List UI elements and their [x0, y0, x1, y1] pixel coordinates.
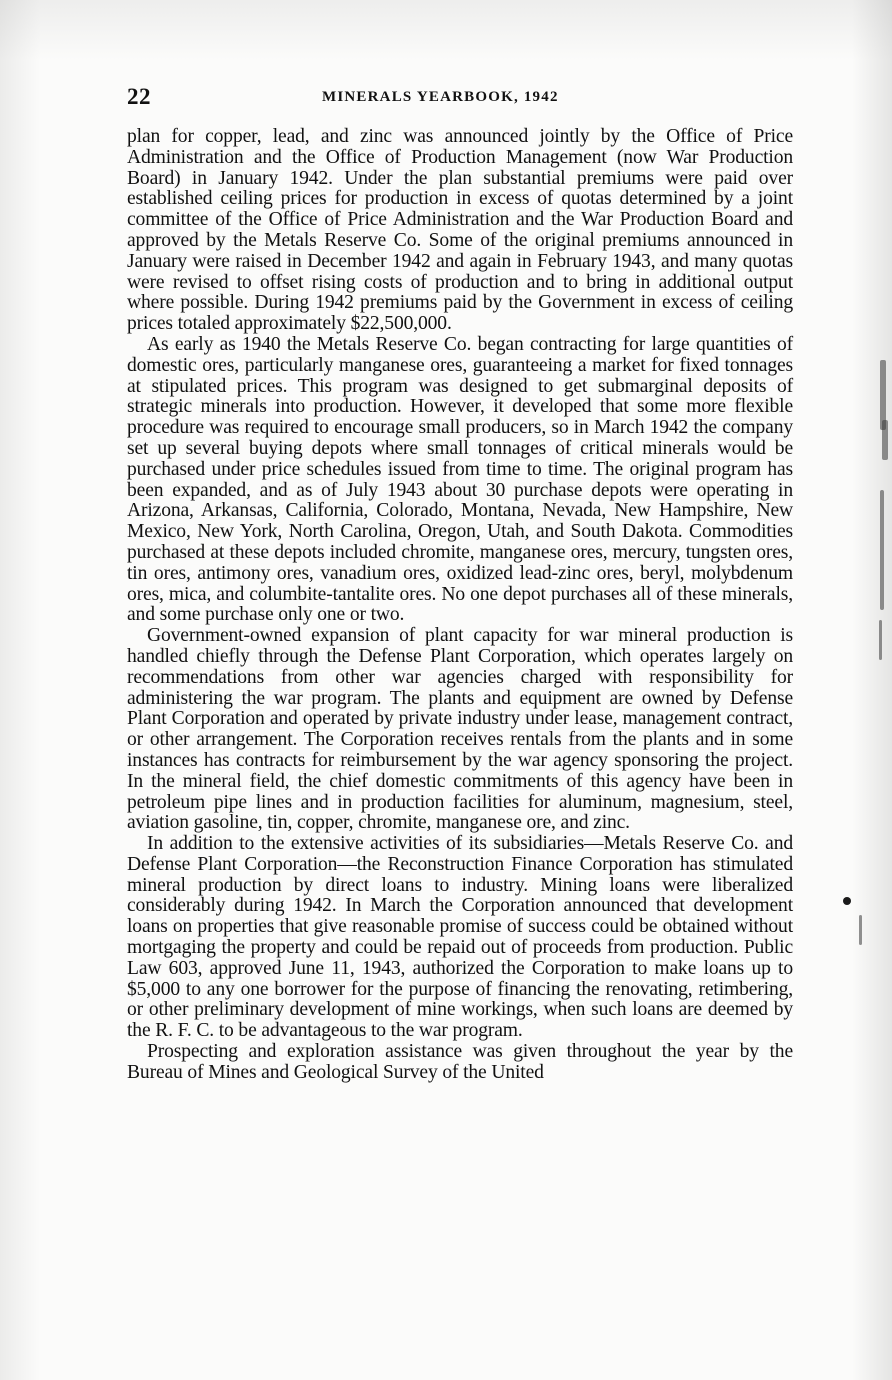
paragraph: plan for copper, lead, and zinc was announced jointly by the Office of Price Administration and the Office of Production Management (now War Production Board) in January 1942. Under the plan substantial premiums were paid over established ceiling prices for production in excess of quotas determined by a joint committee of the Office of Price Administration and the War Production Board and approved by the Metals Reserve Co. Some of the original premiums announced in January were raised in December 1942 and again in February 1943, and many quotas were revised to offset rising costs of production and to bring in additional output where possible. During 1942 premiums paid by the Government in excess of ceiling prices totaled approximately $22,500,000. — [127, 126, 793, 335]
running-title: MINERALS YEARBOOK, 1942 — [322, 89, 559, 105]
binding-mark — [882, 420, 888, 460]
page-header — [127, 84, 793, 112]
paragraph: Prospecting and exploration assistance was given throughout the year by the Bureau of Mines and Geological Survey of the United — [127, 1041, 793, 1083]
binding-mark — [879, 620, 882, 660]
scan-shadow-right — [852, 0, 892, 1380]
paragraph: As early as 1940 the Metals Reserve Co. began contracting for large quantities of domestic ores, particularly manganese ores, guaranteeing a market for fixed tonnages at stipulated prices. This program was designed to get submarginal deposits of strategic minerals into production. However, it developed that some more flexible procedure was required to encourage small producers, so in March 1942 the company set up several buying depots where small tonnages of critical minerals would be purchased under price schedules issued from time to time. The original program has been expanded, and as of July 1943 about 30 purchase depots were operating in Arizona, Arkansas, California, Colorado, Montana, Nevada, New Hampshire, New Mexico, New York, North Carolina, Oregon, Utah, and South Dakota. Commodities purchased at these depots included chromite, manganese ores, mercury, tungsten ores, tin ores, antimony ores, vanadium ores, oxidized lead-zinc ores, beryl, molybdenum ores, mica, and columbite-tantalite ores. No one depot purchases all of these minerals, and some purchase only one or two. — [127, 333, 793, 626]
scan-shadow-left — [0, 0, 40, 1380]
scan-shadow-top — [0, 0, 892, 60]
paragraph: Government-owned expansion of plant capacity for war mineral production is handled chiefly through the Defense Plant Corporation, which operates largely on recommendations from other war agencies charged with responsibility for administering the war program. The plants and equipment are owned by Defense Plant Corporation and operated by private industry under lease, management contract, or other arrangement. The Corporation receives rentals from the plants and in some instances has contracts for reimbursement by the war agency sponsoring the project. In the mineral field, the chief domestic commitments of this agency have been in petroleum pipe lines and in production facilities for aluminum, magnesium, steel, aviation gasoline, tin, copper, chromite, manganese ore, and zinc. — [127, 625, 793, 834]
paragraph: In addition to the extensive activities of its subsidiaries—Metals Reserve Co. and Defense Plant Corporation—the Reconstruction Finance Corporation has stimulated mineral production by direct loans to industry. Mining loans were liberalized considerably during 1942. In March the Corporation announced that development loans on properties that give reasonable promise of success could be obtained without mortgaging the property and could be repaid out of proceeds from production. Public Law 603, approved June 11, 1943, authorized the Corporation to make loans up to $5,000 to any one borrower for the purpose of financing the renovating, retimbering, or other preliminary development of mine workings, when such loans are deemed by the R. F. C. to be advantageous to the war program. — [127, 833, 793, 1042]
binding-mark — [880, 490, 884, 610]
ink-dot — [843, 897, 851, 905]
binding-mark — [859, 915, 862, 945]
body-text — [127, 127, 793, 1084]
page-number: 22 — [127, 84, 151, 109]
